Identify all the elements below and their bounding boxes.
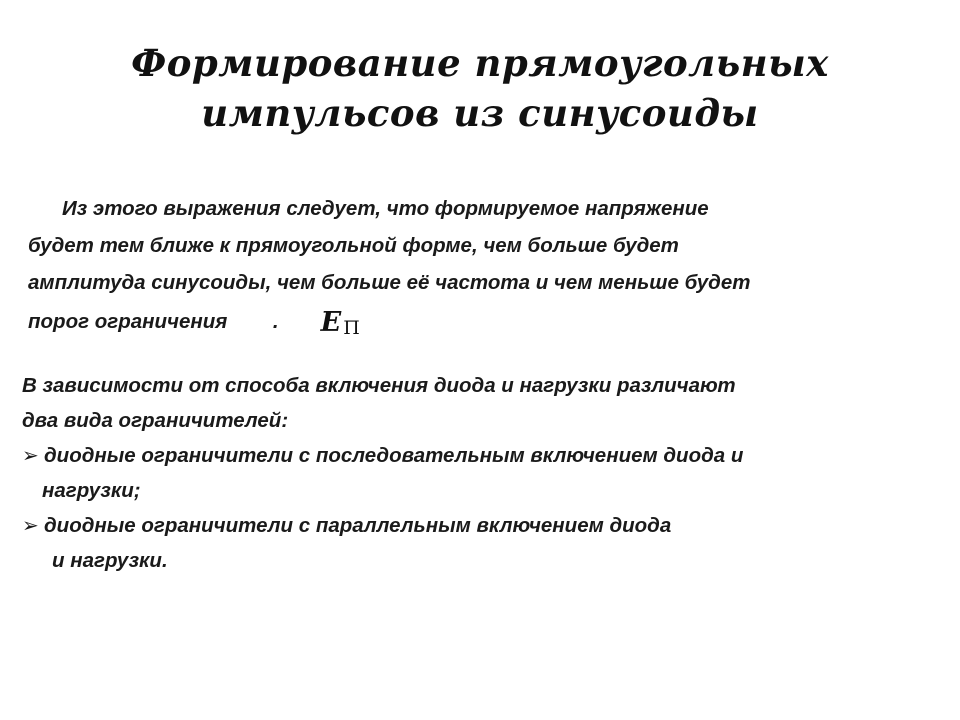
paragraph-line: В зависимости от способа включения диода и нагрузки различают (22, 374, 736, 397)
paragraph-line: амплитуда синусоиды, чем больше её частота и чем меньше будет (28, 271, 751, 294)
arrow-bullet-icon: ➢ (22, 513, 39, 537)
paragraph-line-with-formula (28, 301, 948, 344)
list-item-text-continuation: нагрузки; (42, 479, 141, 502)
list-item-text-continuation: и нагрузки. (52, 549, 168, 572)
slide-title (0, 38, 960, 138)
paragraph-line: два вида ограничителей: (22, 409, 289, 432)
paragraph-conclusion (28, 190, 948, 344)
list-item-parallel-limiter (22, 508, 942, 578)
arrow-bullet-icon: ➢ (22, 443, 39, 467)
threshold-symbol-main: E (320, 307, 342, 338)
list-item-text: диодные ограничители с параллельным включением диода (44, 514, 672, 537)
paragraph-line: будет тем ближе к прямоугольной форме, чем больше будет (28, 234, 679, 257)
slide-title-line-2: импульсов из синусоиды (201, 91, 759, 135)
threshold-symbol-subscript: П (343, 317, 360, 339)
paragraph-line: Из этого выражения следует, что формируемое напряжение (62, 197, 709, 220)
slide-title-line-1: Формирование прямоугольных (131, 41, 829, 85)
list-item-series-limiter (22, 438, 942, 508)
list-item-text: диодные ограничители с последовательным включением диода и (44, 444, 744, 467)
threshold-symbol (321, 304, 360, 347)
paragraph-line: порог ограничения . (28, 310, 279, 333)
paragraph-limiter-types (22, 368, 942, 578)
